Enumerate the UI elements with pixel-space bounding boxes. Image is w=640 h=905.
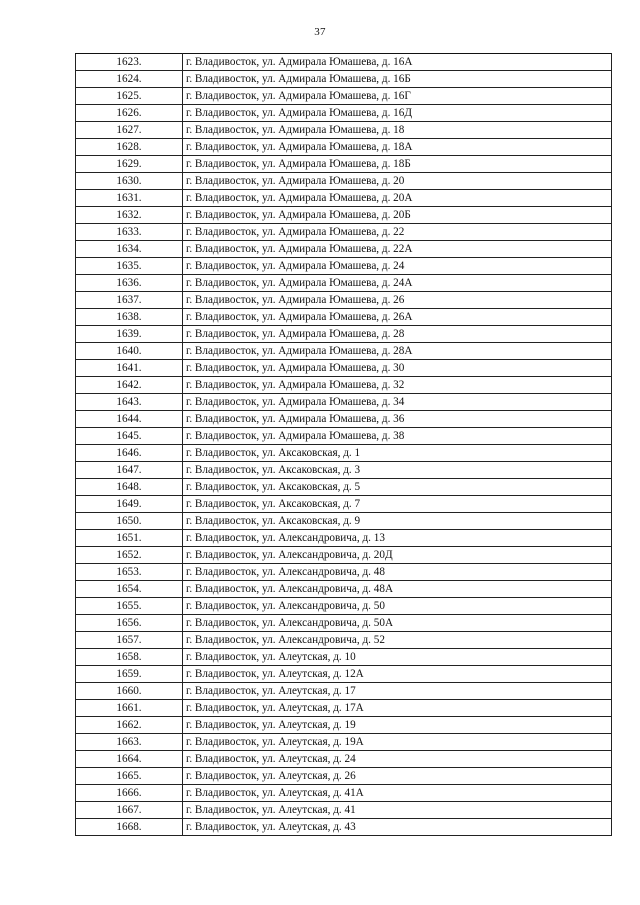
row-number-cell: 1635. — [76, 258, 183, 275]
address-cell: г. Владивосток, ул. Адмирала Юмашева, д. 34 — [183, 394, 612, 411]
row-number-cell: 1631. — [76, 190, 183, 207]
row-number-cell: 1654. — [76, 581, 183, 598]
row-number-cell: 1662. — [76, 717, 183, 734]
address-cell: г. Владивосток, ул. Адмирала Юмашева, д. 26А — [183, 309, 612, 326]
table-row — [76, 224, 612, 241]
address-cell: г. Владивосток, ул. Алеутская, д. 19А — [183, 734, 612, 751]
table-row — [76, 751, 612, 768]
address-cell: г. Владивосток, ул. Александровича, д. 48А — [183, 581, 612, 598]
table-row — [76, 71, 612, 88]
row-number-cell: 1629. — [76, 156, 183, 173]
address-cell: г. Владивосток, ул. Аксаковская, д. 9 — [183, 513, 612, 530]
table-row — [76, 768, 612, 785]
row-number-cell: 1624. — [76, 71, 183, 88]
address-cell: г. Владивосток, ул. Адмирала Юмашева, д. 24 — [183, 258, 612, 275]
row-number-cell: 1633. — [76, 224, 183, 241]
row-number-cell: 1661. — [76, 700, 183, 717]
row-number-cell: 1651. — [76, 530, 183, 547]
address-cell: г. Владивосток, ул. Алеутская, д. 41 — [183, 802, 612, 819]
address-cell: г. Владивосток, ул. Алеутская, д. 19 — [183, 717, 612, 734]
row-number-cell: 1637. — [76, 292, 183, 309]
address-cell: г. Владивосток, ул. Адмирала Юмашева, д. 20 — [183, 173, 612, 190]
address-cell: г. Владивосток, ул. Аксаковская, д. 1 — [183, 445, 612, 462]
address-cell: г. Владивосток, ул. Адмирала Юмашева, д. 32 — [183, 377, 612, 394]
table-row — [76, 411, 612, 428]
table-row — [76, 88, 612, 105]
row-number-cell: 1658. — [76, 649, 183, 666]
table-row — [76, 139, 612, 156]
table-row — [76, 394, 612, 411]
row-number-cell: 1644. — [76, 411, 183, 428]
table-row — [76, 513, 612, 530]
address-cell: г. Владивосток, ул. Адмирала Юмашева, д. 36 — [183, 411, 612, 428]
row-number-cell: 1645. — [76, 428, 183, 445]
table-row — [76, 258, 612, 275]
table-row — [76, 122, 612, 139]
row-number-cell: 1648. — [76, 479, 183, 496]
table-row — [76, 547, 612, 564]
address-cell: г. Владивосток, ул. Адмирала Юмашева, д. 30 — [183, 360, 612, 377]
table-row — [76, 683, 612, 700]
row-number-cell: 1665. — [76, 768, 183, 785]
table-row — [76, 581, 612, 598]
address-cell: г. Владивосток, ул. Александровича, д. 20Д — [183, 547, 612, 564]
row-number-cell: 1628. — [76, 139, 183, 156]
row-number-cell: 1653. — [76, 564, 183, 581]
table-row — [76, 666, 612, 683]
row-number-cell: 1657. — [76, 632, 183, 649]
table-row — [76, 530, 612, 547]
row-number-cell: 1627. — [76, 122, 183, 139]
row-number-cell: 1666. — [76, 785, 183, 802]
row-number-cell: 1623. — [76, 54, 183, 71]
row-number-cell: 1630. — [76, 173, 183, 190]
address-cell: г. Владивосток, ул. Адмирала Юмашева, д. 20Б — [183, 207, 612, 224]
address-cell: г. Владивосток, ул. Адмирала Юмашева, д. 22 — [183, 224, 612, 241]
row-number-cell: 1663. — [76, 734, 183, 751]
table-row — [76, 445, 612, 462]
table-row — [76, 598, 612, 615]
row-number-cell: 1625. — [76, 88, 183, 105]
address-cell: г. Владивосток, ул. Алеутская, д. 43 — [183, 819, 612, 836]
table-row — [76, 632, 612, 649]
address-cell: г. Владивосток, ул. Александровича, д. 52 — [183, 632, 612, 649]
table-row — [76, 734, 612, 751]
address-cell: г. Владивосток, ул. Адмирала Юмашева, д. 20А — [183, 190, 612, 207]
address-cell: г. Владивосток, ул. Адмирала Юмашева, д. 26 — [183, 292, 612, 309]
table-row — [76, 105, 612, 122]
row-number-cell: 1664. — [76, 751, 183, 768]
address-cell: г. Владивосток, ул. Адмирала Юмашева, д. 16Б — [183, 71, 612, 88]
address-cell: г. Владивосток, ул. Адмирала Юмашева, д. 16Г — [183, 88, 612, 105]
table-row — [76, 717, 612, 734]
address-cell: г. Владивосток, ул. Адмирала Юмашева, д. 22А — [183, 241, 612, 258]
row-number-cell: 1640. — [76, 343, 183, 360]
row-number-cell: 1649. — [76, 496, 183, 513]
row-number-cell: 1639. — [76, 326, 183, 343]
table-row — [76, 479, 612, 496]
table-row — [76, 428, 612, 445]
table-row — [76, 207, 612, 224]
address-cell: г. Владивосток, ул. Александровича, д. 50 — [183, 598, 612, 615]
table-row — [76, 326, 612, 343]
table-row — [76, 156, 612, 173]
table-row — [76, 360, 612, 377]
page-number: 37 — [314, 26, 326, 38]
table-row — [76, 462, 612, 479]
address-cell: г. Владивосток, ул. Александровича, д. 50А — [183, 615, 612, 632]
table-row — [76, 700, 612, 717]
address-cell: г. Владивосток, ул. Алеутская, д. 41А — [183, 785, 612, 802]
address-cell: г. Владивосток, ул. Адмирала Юмашева, д. 38 — [183, 428, 612, 445]
address-cell: г. Владивосток, ул. Аксаковская, д. 3 — [183, 462, 612, 479]
row-number-cell: 1634. — [76, 241, 183, 258]
table-row — [76, 54, 612, 71]
row-number-cell: 1626. — [76, 105, 183, 122]
address-cell: г. Владивосток, ул. Адмирала Юмашева, д. 28А — [183, 343, 612, 360]
address-cell: г. Владивосток, ул. Алеутская, д. 17А — [183, 700, 612, 717]
table-row — [76, 377, 612, 394]
address-cell: г. Владивосток, ул. Александровича, д. 48 — [183, 564, 612, 581]
table-row — [76, 564, 612, 581]
address-cell: г. Владивосток, ул. Адмирала Юмашева, д. 28 — [183, 326, 612, 343]
address-cell: г. Владивосток, ул. Адмирала Юмашева, д. 16Д — [183, 105, 612, 122]
row-number-cell: 1643. — [76, 394, 183, 411]
row-number-cell: 1647. — [76, 462, 183, 479]
table-row — [76, 615, 612, 632]
address-table-body — [76, 54, 612, 836]
address-cell: г. Владивосток, ул. Адмирала Юмашева, д. 18А — [183, 139, 612, 156]
table-row — [76, 241, 612, 258]
table-row — [76, 802, 612, 819]
row-number-cell: 1668. — [76, 819, 183, 836]
address-cell: г. Владивосток, ул. Аксаковская, д. 5 — [183, 479, 612, 496]
address-cell: г. Владивосток, ул. Аксаковская, д. 7 — [183, 496, 612, 513]
table-row — [76, 275, 612, 292]
row-number-cell: 1652. — [76, 547, 183, 564]
address-cell: г. Владивосток, ул. Александровича, д. 13 — [183, 530, 612, 547]
address-cell: г. Владивосток, ул. Алеутская, д. 12А — [183, 666, 612, 683]
row-number-cell: 1641. — [76, 360, 183, 377]
row-number-cell: 1632. — [76, 207, 183, 224]
row-number-cell: 1656. — [76, 615, 183, 632]
address-cell: г. Владивосток, ул. Алеутская, д. 24 — [183, 751, 612, 768]
table-row — [76, 309, 612, 326]
table-row — [76, 190, 612, 207]
address-table — [75, 53, 612, 836]
address-cell: г. Владивосток, ул. Адмирала Юмашева, д. 18Б — [183, 156, 612, 173]
address-cell: г. Владивосток, ул. Адмирала Юмашева, д. 24А — [183, 275, 612, 292]
address-cell: г. Владивосток, ул. Алеутская, д. 10 — [183, 649, 612, 666]
address-cell: г. Владивосток, ул. Алеутская, д. 17 — [183, 683, 612, 700]
address-cell: г. Владивосток, ул. Алеутская, д. 26 — [183, 768, 612, 785]
row-number-cell: 1655. — [76, 598, 183, 615]
address-cell: г. Владивосток, ул. Адмирала Юмашева, д. 16А — [183, 54, 612, 71]
table-row — [76, 649, 612, 666]
row-number-cell: 1642. — [76, 377, 183, 394]
row-number-cell: 1659. — [76, 666, 183, 683]
address-cell: г. Владивосток, ул. Адмирала Юмашева, д. 18 — [183, 122, 612, 139]
table-row — [76, 819, 612, 836]
table-row — [76, 785, 612, 802]
table-row — [76, 343, 612, 360]
row-number-cell: 1646. — [76, 445, 183, 462]
row-number-cell: 1638. — [76, 309, 183, 326]
table-row — [76, 173, 612, 190]
table-row — [76, 496, 612, 513]
table-row — [76, 292, 612, 309]
row-number-cell: 1660. — [76, 683, 183, 700]
row-number-cell: 1650. — [76, 513, 183, 530]
row-number-cell: 1667. — [76, 802, 183, 819]
row-number-cell: 1636. — [76, 275, 183, 292]
